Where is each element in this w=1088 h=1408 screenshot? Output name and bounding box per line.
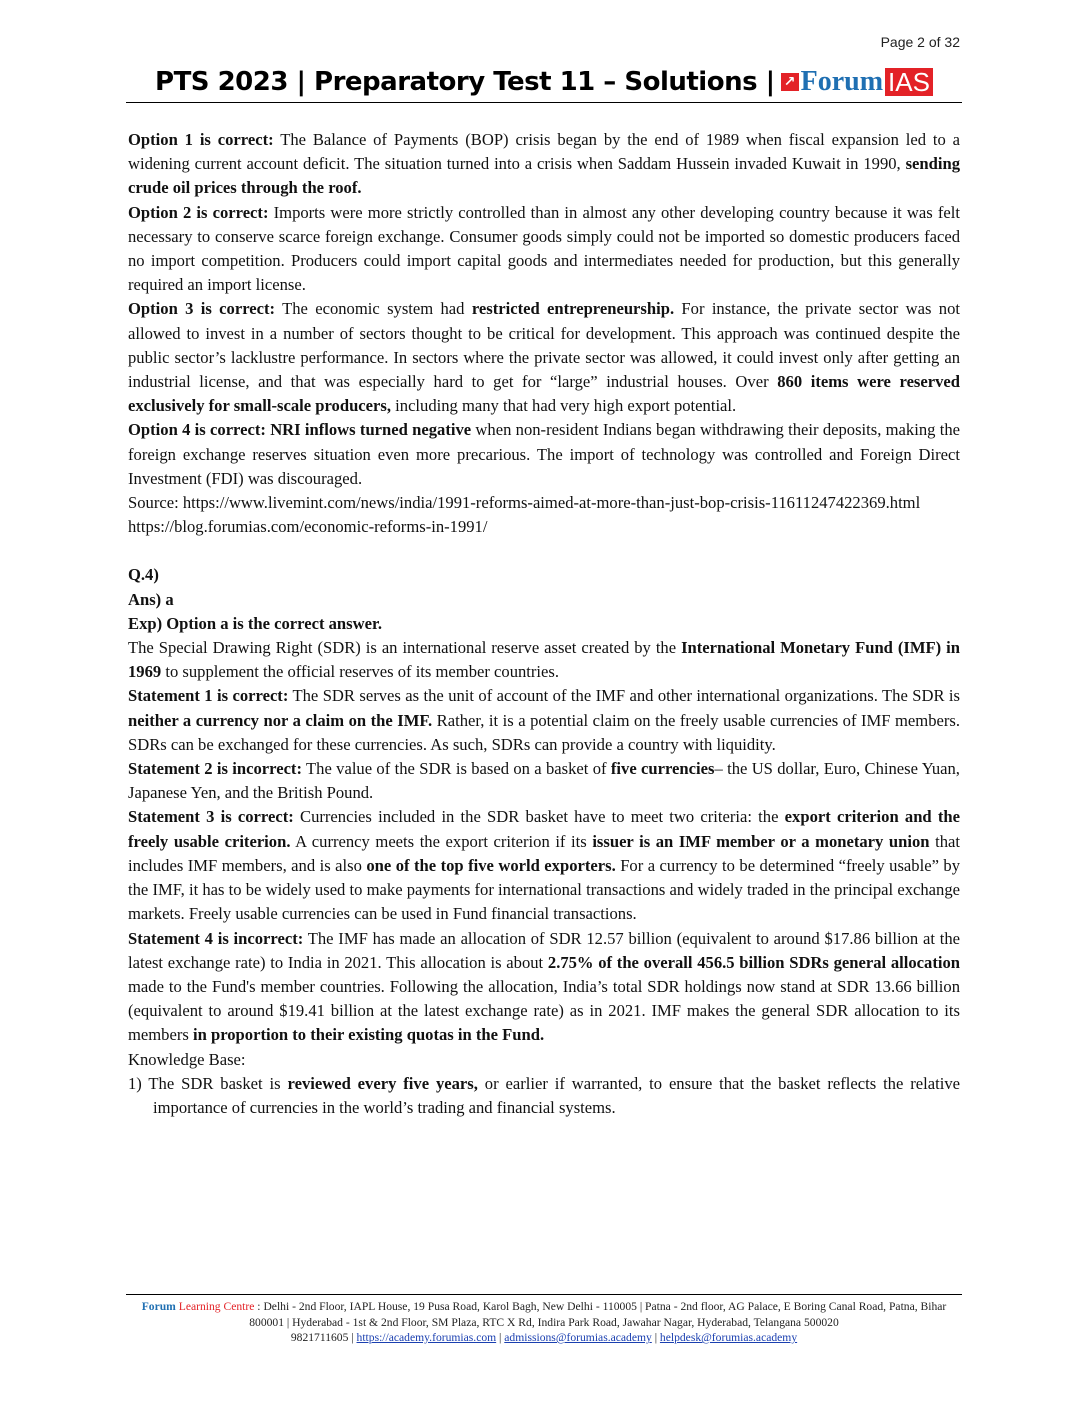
text: – the US dollar, Euro, Chinese Yuan, Japanese Yen, and the British Pound. xyxy=(128,759,960,803)
text: Knowledge Base: xyxy=(128,1049,246,1069)
page-number: Page 2 of 32 xyxy=(880,34,960,50)
bold-text: Option 2 is correct: xyxy=(128,202,269,222)
paragraph xyxy=(128,927,960,1048)
text: Currencies included in the SDR basket have to meet two criteria: the xyxy=(293,807,785,827)
paragraph xyxy=(128,612,960,636)
arrow-icon: ↗ xyxy=(781,73,799,91)
bold-text: in proportion to their existing quotas in the Fund. xyxy=(192,1025,545,1045)
bold-text: restricted entrepreneurship. xyxy=(471,299,675,319)
text: The IMF has made an allocation of SDR 12.57 billion (equivalent to around $17.86 billion at the latest exchange rate) to India in 2021. This allocation is about xyxy=(128,928,960,972)
footer-colon: : xyxy=(254,1300,264,1313)
paragraph xyxy=(128,491,960,515)
separator: | xyxy=(348,1331,357,1344)
bold-text: International Monetary Fund (IMF) in 1969 xyxy=(128,638,960,682)
text: For a currency to be determined “freely usable” by the IMF, it has to be widely used to make payments for international transactions and widely traded in the principal exchange markets. Freely usable currencies can be used in Fund financial transactions. xyxy=(128,855,960,924)
text: that includes IMF members, and is also xyxy=(128,831,960,875)
paragraph xyxy=(128,297,960,418)
text: to supplement the official reserves of its member countries. xyxy=(161,662,560,682)
logo-forum: Forum xyxy=(800,66,884,97)
bold-text: Exp) Option a is the correct answer. xyxy=(128,613,382,633)
bold-text: Option 3 is correct: xyxy=(128,299,276,319)
logo-ias: IAS xyxy=(885,68,933,96)
admissions-email-link[interactable]: admissions@forumias.academy xyxy=(504,1331,652,1344)
text: or earlier if warranted, to ensure that the basket reflects the relative importance of currencies in the world’s trading and financial systems. xyxy=(153,1073,960,1117)
separator: | xyxy=(651,1331,660,1344)
bold-text: export criterion and the freely usable criterion. xyxy=(128,807,960,851)
website-link[interactable]: https://academy.forumias.com xyxy=(356,1331,497,1344)
bold-text: issuer is an IMF member or a monetary union xyxy=(592,831,930,851)
bold-text: 2.75% of the overall 456.5 billion SDRs general allocation xyxy=(547,952,960,972)
page-header xyxy=(126,62,962,103)
paragraph xyxy=(128,515,960,539)
paragraph xyxy=(128,805,960,926)
bold-text: Q.4) xyxy=(128,565,159,585)
footer-learning-centre: Learning Centre xyxy=(178,1300,255,1313)
text: including many that had very high export potential. xyxy=(391,396,737,416)
bold-text: reviewed every five years, xyxy=(287,1073,478,1093)
text: https://blog.forumias.com/economic-reforms-in-1991/ xyxy=(128,517,488,537)
paragraph xyxy=(128,1048,960,1072)
bold-text: one of the top five world exporters. xyxy=(366,855,616,875)
text: The SDR serves as the unit of account of the IMF and other international organizations. The SDR is xyxy=(288,686,960,706)
text: The Balance of Payments (BOP) crisis began by the end of 1989 when fiscal expansion led to a widening current account deficit. The situation turned into a crisis when Saddam Hussein invaded Kuwait in 1990, xyxy=(128,130,960,174)
bold-text: Statement 1 is correct: xyxy=(128,686,289,706)
footer-address: Delhi - 2nd Floor, IAPL House, 19 Pusa Road, Karol Bagh, New Delhi - 110005 | Patna - 2nd floor, AG Palace, E Boring Canal Road, Patna, Bihar 800001 | Hyderabad - 1st & 2nd Floor, SM Plaza, RTC X Rd, Indira Park Road, Jawahar Nagar, Hyderabad, Telangana 500020 xyxy=(249,1300,947,1329)
paragraph xyxy=(128,684,960,757)
separator: | xyxy=(496,1331,505,1344)
paragraph xyxy=(128,563,960,587)
paragraph xyxy=(128,636,960,684)
bold-text: Statement 2 is incorrect: xyxy=(128,759,302,779)
page-title: PTS 2023 | Preparatory Test 11 – Solutions | xyxy=(155,67,775,97)
text: The Special Drawing Right (SDR) is an international reserve asset created by the xyxy=(128,638,682,658)
paragraph xyxy=(128,588,960,612)
paragraph xyxy=(128,1072,960,1120)
paragraph xyxy=(128,757,960,805)
bold-text: Statement 3 is correct: xyxy=(128,807,294,827)
text: Imports were more strictly controlled than in almost any other developing country because it was felt necessary to conserve scarce foreign exchange. Consumer goods simply could not be imported so domestic producers faced no import competition. Producers could import capital goods and intermediates needed for production, but this generally required an import license. xyxy=(128,202,960,295)
text: 1) The SDR basket is xyxy=(128,1073,288,1093)
bold-text: Statement 4 is incorrect: xyxy=(128,928,304,948)
bold-text: 860 items were reserved exclusively for small-scale producers, xyxy=(128,372,961,416)
footer-forum: Forum xyxy=(141,1300,176,1313)
paragraph xyxy=(128,201,960,298)
paragraph xyxy=(128,418,960,491)
paragraph xyxy=(128,128,960,201)
text: Rather, it is a potential claim on the freely usable currencies of IMF members. SDRs can be exchanged for these currencies. As such, SDRs can provide a country with liquidity. xyxy=(128,710,960,754)
blank-line xyxy=(128,539,960,563)
text: A currency meets the export criterion if its xyxy=(290,831,593,851)
bold-text: neither a currency nor a claim on the IMF. xyxy=(128,710,433,730)
text: For instance, the private sector was not allowed to invest in a number of sectors thought to be critical for development. This approach was continued despite the public sector’s lacklustre performance. In sectors where the private sector was allowed, it could invest only after getting an industrial license, and that was especially hard to get for “large” industrial houses. Over xyxy=(128,299,960,392)
helpdesk-email-link[interactable]: helpdesk@forumias.academy xyxy=(659,1331,798,1344)
bold-text: Option 1 is correct: xyxy=(128,130,274,149)
document-body xyxy=(128,128,960,1120)
text: Source: https://www.livemint.com/news/india/1991-reforms-aimed-at-more-than-just-bop-crisis-11611247422369.html xyxy=(128,493,921,513)
text: made to the Fund's member countries. Following the allocation, India’s total SDR holdings now stand at SDR 13.66 billion (equivalent to around $19.41 billion at the latest exchange rate) as in 2021. IMF makes the general SDR allocation to its members xyxy=(128,976,960,1045)
bold-text: Ans) a xyxy=(128,589,174,609)
bold-text: five currencies xyxy=(610,759,715,779)
page-footer xyxy=(126,1294,962,1346)
text: The economic system had xyxy=(275,299,472,319)
bold-text: Option 4 is correct: NRI inflows turned negative xyxy=(128,420,472,440)
forumias-logo xyxy=(781,66,933,98)
text: when non-resident Indians began withdrawing their deposits, making the foreign exchange reserves situation even more precarious. The import of technology was controlled and Foreign Direct Investment (FDI) was discouraged. xyxy=(128,420,960,488)
text: The value of the SDR is based on a basket of xyxy=(301,759,611,779)
footer-phone: 9821711605 xyxy=(290,1331,349,1344)
bold-text: sending crude oil prices through the roof. xyxy=(128,154,960,198)
